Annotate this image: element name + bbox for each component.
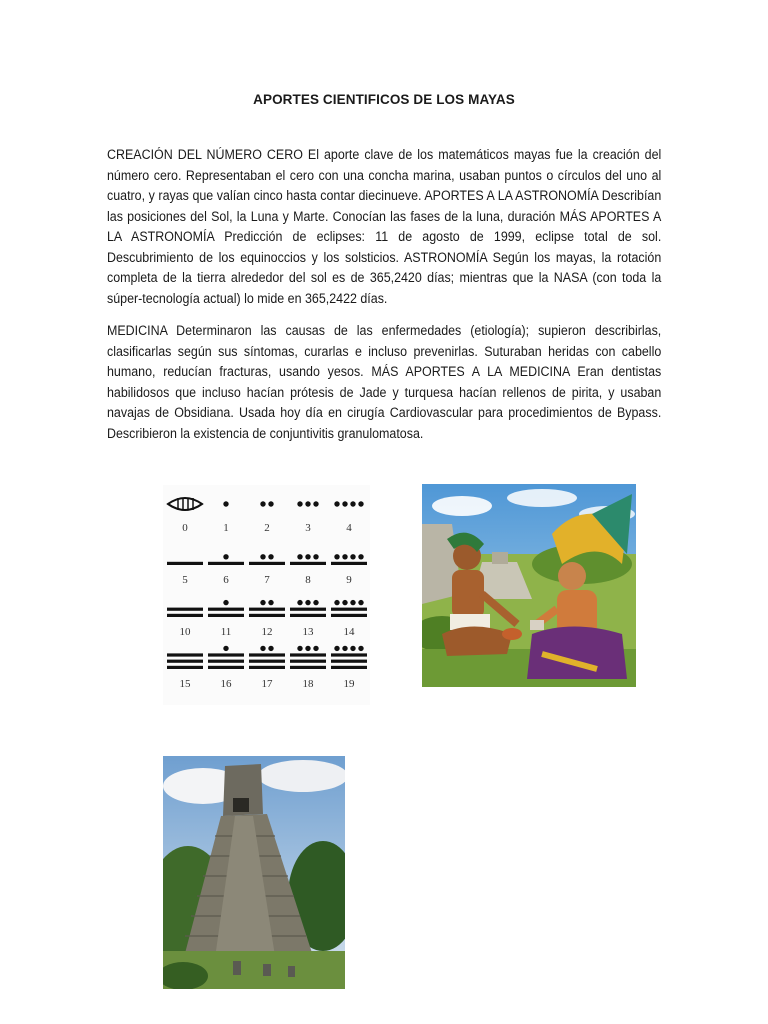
numeral-dot bbox=[268, 501, 273, 506]
maya-numeral-15 bbox=[165, 645, 205, 689]
paragraph-line-astronomy: APORTES A LA ASTRONOMÍA Describían las posiciones del Sol, la Luna y Marte. Conocían las fases de la luna, duración MÁS APORTES A LA ASTRONOMÍA Predicción de eclipses: 11 de agosto de 1999, eclipse total de sol. Descubrimiento de los equinoccios y los solsticios. bbox=[107, 188, 662, 265]
page-title: APORTES CIENTIFICOS DE LOS MAYAS bbox=[253, 92, 515, 107]
numeral-bar bbox=[290, 614, 326, 617]
numeral-dot bbox=[342, 600, 347, 605]
numeral-dot bbox=[268, 554, 273, 559]
maya-trade-scene bbox=[422, 484, 636, 687]
maya-numeral-14 bbox=[329, 593, 369, 637]
maya-numeral-glyph bbox=[165, 593, 205, 619]
numeral-dot bbox=[350, 646, 355, 651]
numeral-dot bbox=[260, 501, 265, 506]
numeral-bar bbox=[208, 660, 244, 663]
maya-numeral-4 bbox=[329, 489, 369, 533]
maya-numeral-8 bbox=[288, 541, 328, 585]
numeral-bar bbox=[290, 608, 326, 611]
numeral-dot bbox=[305, 600, 310, 605]
numeral-bar bbox=[249, 608, 285, 611]
numeral-bar bbox=[208, 562, 244, 565]
maya-numeral-11 bbox=[206, 593, 246, 637]
numeral-dot bbox=[358, 600, 363, 605]
maya-numeral-label: 6 bbox=[223, 574, 229, 586]
maya-numeral-7 bbox=[247, 541, 287, 585]
numeral-dot bbox=[334, 501, 339, 506]
maya-numeral-glyph bbox=[206, 593, 246, 619]
temple-scene bbox=[163, 756, 345, 989]
maya-numeral-glyph bbox=[329, 541, 369, 567]
maya-numeral-glyph bbox=[329, 489, 369, 515]
maya-numeral-glyph bbox=[288, 489, 328, 515]
shell-icon bbox=[168, 498, 202, 510]
numeral-bar bbox=[331, 666, 367, 669]
maya-numeral-glyph bbox=[329, 593, 369, 619]
paragraph-line-medicine: MEDICINA Determinaron las causas de las enfermedades (etiología); supieron describirlas, clasificarlas según sus síntomas, curarlas e incluso prevenirlas. Suturaban heridas con cabello humano, reducían fracturas, usando yesos. bbox=[107, 323, 662, 379]
numeral-dot bbox=[350, 501, 355, 506]
maya-numeral-label: 3 bbox=[305, 522, 311, 534]
paragraph-math-astronomy bbox=[107, 145, 661, 309]
maya-numeral-glyph bbox=[165, 645, 205, 671]
numeral-bar bbox=[167, 562, 203, 565]
maya-numeral-1 bbox=[206, 489, 246, 533]
maya-numeral-glyph bbox=[206, 645, 246, 671]
maya-numeral-label: 4 bbox=[346, 522, 352, 534]
paragraph-line-more-medicine: MÁS APORTES A LA MEDICINA Eran dentistas habilidosos que incluso hacían prótesis de Jade y turquesa hacían rellenos de pirita, y usaban navajas de Obsidiana. Usada hoy día en cirugía Cardiovascular para procedimientos de Bypass. Describieron la existencia de conjuntivitis granulomatosa. bbox=[107, 364, 662, 441]
numeral-bar bbox=[167, 660, 203, 663]
numeral-bar bbox=[167, 653, 203, 656]
numeral-bar bbox=[208, 653, 244, 656]
paragraph-line-zero: CREACIÓN DEL NÚMERO CERO El aporte clave de los matemáticos mayas fue la creación del número cero. Representaban el cero con una concha marina, usaban puntos o círculos del uno al cuatro, y rayas que valían cinco hasta contar diecinueve. bbox=[107, 147, 662, 203]
numeral-bar bbox=[331, 660, 367, 663]
numeral-dot bbox=[342, 501, 347, 506]
numeral-bar bbox=[249, 562, 285, 565]
maya-numeral-0 bbox=[165, 489, 205, 533]
numeral-bar bbox=[208, 608, 244, 611]
numeral-bar bbox=[290, 660, 326, 663]
maya-numeral-label: 15 bbox=[179, 678, 191, 690]
maya-numeral-label: 13 bbox=[302, 626, 314, 638]
maya-numeral-13 bbox=[288, 593, 328, 637]
paragraph-line-rotation: ASTRONOMÍA Según los mayas, la rotación completa de la tierra alrededor del sol es de 365,2420 días; mientras que la NASA (con toda la súper-tecnología actual) lo mide en 365,2422 días. bbox=[107, 249, 662, 306]
maya-numeral-12 bbox=[247, 593, 287, 637]
maya-numeral-label: 0 bbox=[182, 522, 188, 534]
numeral-bar bbox=[331, 653, 367, 656]
numeral-dot bbox=[350, 554, 355, 559]
numeral-bar bbox=[331, 608, 367, 611]
numeral-dot bbox=[260, 600, 265, 605]
numeral-dot bbox=[297, 554, 302, 559]
numeral-dot bbox=[305, 554, 310, 559]
numeral-bar bbox=[208, 614, 244, 617]
numeral-dot bbox=[358, 501, 363, 506]
maya-numeral-16 bbox=[206, 645, 246, 689]
maya-numeral-label: 1 bbox=[223, 522, 229, 534]
maya-numeral-glyph bbox=[288, 593, 328, 619]
numeral-dot bbox=[223, 554, 228, 559]
maya-numeral-glyph bbox=[206, 541, 246, 567]
numeral-bar bbox=[249, 660, 285, 663]
maya-numeral-label: 19 bbox=[343, 678, 355, 690]
maya-numeral-label: 8 bbox=[305, 574, 311, 586]
tikal-temple-photo bbox=[163, 756, 345, 989]
numeral-dot bbox=[268, 600, 273, 605]
maya-numeral-label: 17 bbox=[261, 678, 273, 690]
maya-numeral-glyph bbox=[165, 489, 205, 515]
maya-numeral-glyph bbox=[288, 645, 328, 671]
maya-numeral-label: 7 bbox=[264, 574, 270, 586]
maya-numeral-9 bbox=[329, 541, 369, 585]
maya-numeral-18 bbox=[288, 645, 328, 689]
numeral-dot bbox=[334, 646, 339, 651]
numeral-bar bbox=[331, 562, 367, 565]
maya-numeral-label: 10 bbox=[179, 626, 191, 638]
numeral-dot bbox=[260, 554, 265, 559]
maya-numeral-2 bbox=[247, 489, 287, 533]
maya-numeral-3 bbox=[288, 489, 328, 533]
numeral-dot bbox=[350, 600, 355, 605]
numeral-bar bbox=[290, 653, 326, 656]
numeral-dot bbox=[268, 646, 273, 651]
numeral-dot bbox=[313, 554, 318, 559]
maya-numeral-glyph bbox=[329, 645, 369, 671]
numeral-bar bbox=[290, 562, 326, 565]
numeral-dot bbox=[342, 554, 347, 559]
numeral-bar bbox=[208, 666, 244, 669]
maya-trade-illustration bbox=[422, 484, 636, 687]
maya-numeral-glyph bbox=[247, 489, 287, 515]
maya-numeral-10 bbox=[165, 593, 205, 637]
numeral-bar bbox=[331, 614, 367, 617]
maya-numeral-glyph bbox=[165, 541, 205, 567]
numeral-dot bbox=[334, 600, 339, 605]
maya-numeral-17 bbox=[247, 645, 287, 689]
numeral-dot bbox=[342, 646, 347, 651]
numeral-dot bbox=[297, 501, 302, 506]
maya-numeral-19 bbox=[329, 645, 369, 689]
numeral-dot bbox=[313, 501, 318, 506]
numeral-bar bbox=[249, 614, 285, 617]
numeral-bar bbox=[249, 653, 285, 656]
maya-numeral-6 bbox=[206, 541, 246, 585]
maya-numeral-glyph bbox=[288, 541, 328, 567]
numeral-dot bbox=[313, 646, 318, 651]
numeral-dot bbox=[297, 600, 302, 605]
maya-numeral-label: 9 bbox=[346, 574, 352, 586]
maya-numeral-label: 18 bbox=[302, 678, 314, 690]
numeral-dot bbox=[313, 600, 318, 605]
numeral-dot bbox=[358, 554, 363, 559]
maya-numeral-label: 2 bbox=[264, 522, 270, 534]
maya-numeral-glyph bbox=[247, 593, 287, 619]
maya-numeral-5 bbox=[165, 541, 205, 585]
numeral-dot bbox=[297, 646, 302, 651]
numeral-dot bbox=[223, 501, 228, 506]
numeral-dot bbox=[223, 646, 228, 651]
maya-numeral-label: 5 bbox=[182, 574, 188, 586]
maya-numeral-glyph bbox=[247, 645, 287, 671]
numeral-dot bbox=[260, 646, 265, 651]
maya-numerals-figure bbox=[163, 485, 370, 705]
maya-numeral-glyph bbox=[206, 489, 246, 515]
maya-numeral-glyph bbox=[247, 541, 287, 567]
numeral-dot bbox=[334, 554, 339, 559]
maya-numeral-label: 16 bbox=[220, 678, 232, 690]
numeral-bar bbox=[167, 666, 203, 669]
numeral-bar bbox=[249, 666, 285, 669]
numeral-dot bbox=[358, 646, 363, 651]
numeral-dot bbox=[305, 646, 310, 651]
numeral-dot bbox=[223, 600, 228, 605]
maya-numeral-label: 12 bbox=[261, 626, 273, 638]
paragraph-medicine bbox=[107, 321, 661, 444]
numeral-bar bbox=[167, 608, 203, 611]
numeral-dot bbox=[305, 501, 310, 506]
maya-numeral-label: 14 bbox=[343, 626, 355, 638]
maya-numeral-label: 11 bbox=[220, 626, 232, 638]
numeral-bar bbox=[290, 666, 326, 669]
numeral-bar bbox=[167, 614, 203, 617]
